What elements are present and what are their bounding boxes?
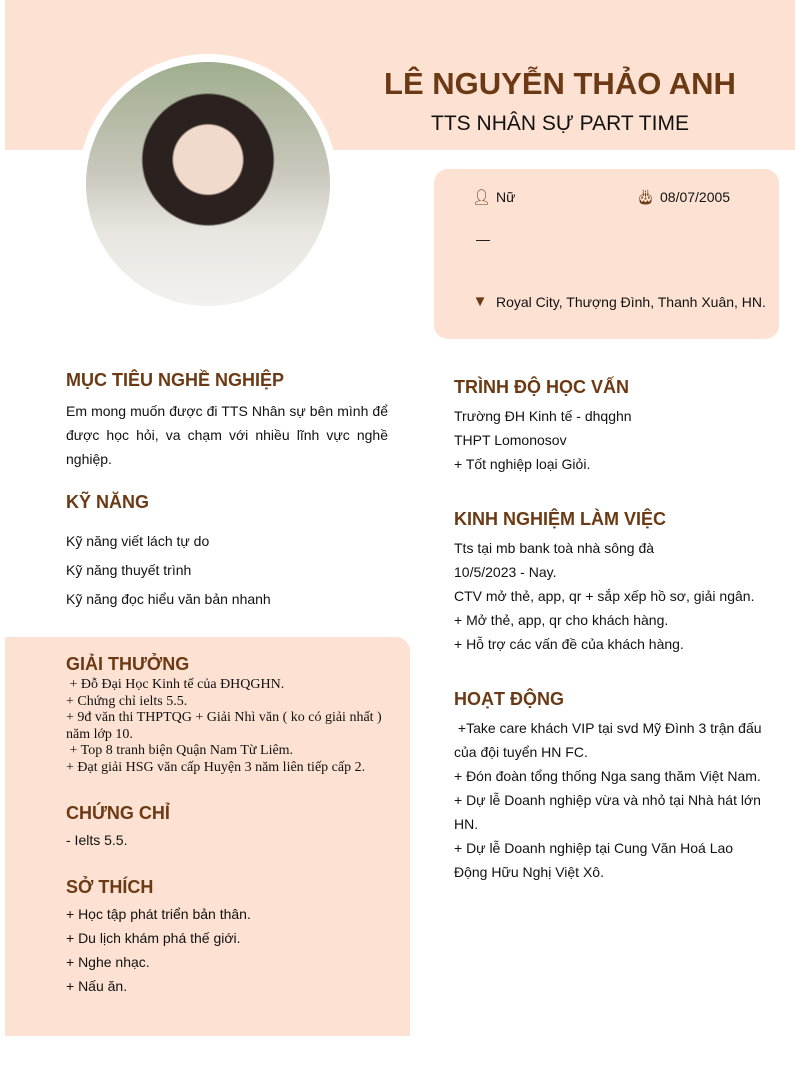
gender-value: Nữ xyxy=(496,189,516,205)
map-pin-icon: ▼ xyxy=(472,293,488,310)
experience-section xyxy=(454,509,774,656)
list-item: + Hỗ trợ các vấn đề của khách hàng. xyxy=(454,636,684,652)
list-item: Kỹ năng đọc hiểu văn bản nhanh xyxy=(66,591,271,607)
list-item: + Nấu ăn. xyxy=(66,978,128,994)
full-name: LÊ NGUYỄN THẢO ANH xyxy=(384,66,736,101)
section-title: GIẢI THƯỞNG xyxy=(66,654,190,674)
section-title: HOẠT ĐỘNG xyxy=(454,689,564,709)
address-value: Royal City, Thượng Đình, Thanh Xuân, HN. xyxy=(496,293,766,310)
section-title: MỤC TIÊU NGHỀ NGHIỆP xyxy=(66,370,285,390)
section-title: KỸ NĂNG xyxy=(66,492,150,512)
section-title: SỞ THÍCH xyxy=(66,877,154,897)
list-item: Trường ĐH Kinh tế - dhqghn xyxy=(454,408,632,424)
objective-section xyxy=(66,370,388,471)
list-item: 10/5/2023 - Nay. xyxy=(454,564,557,580)
list-item: CTV mở thẻ, app, qr + sắp xếp hồ sơ, giải ngân. xyxy=(454,588,755,604)
phone-value: — xyxy=(476,231,490,247)
list-item: + 9đ văn thi THPTQG + Giải Nhì văn ( ko có giải nhất ) năm lớp 10. xyxy=(66,710,382,742)
list-item: + Dự lễ Doanh nghiệp tại Cung Văn Hoá Lao Động Hữu Nghị Việt Xô. xyxy=(454,840,734,880)
list-item: + Mở thẻ, app, qr cho khách hàng. xyxy=(454,612,669,628)
list-item: - Ielts 5.5. xyxy=(66,832,128,848)
list-item: + Du lịch khám phá thế giới. xyxy=(66,930,241,946)
birthday-item xyxy=(636,188,730,206)
address-item xyxy=(472,293,766,310)
phone-item xyxy=(476,231,490,247)
awards-section xyxy=(66,654,396,776)
contact-info-card xyxy=(434,169,779,339)
birthday-value: 08/07/2005 xyxy=(660,189,731,205)
certificates-section xyxy=(66,803,388,852)
user-icon: 👤︎ xyxy=(472,189,492,206)
list-item: + Nghe nhạc. xyxy=(66,954,150,970)
skills-section xyxy=(66,492,388,614)
list-item: + Dự lễ Doanh nghiệp vừa và nhỏ tại Nhà hát lớn HN. xyxy=(454,792,761,832)
section-title: TRÌNH ĐỘ HỌC VẤN xyxy=(454,377,629,397)
section-title: CHỨNG CHỈ xyxy=(66,803,170,823)
list-item: THPT Lomonosov xyxy=(454,432,567,448)
section-title: KINH NGHIỆM LÀM VIỆC xyxy=(454,509,667,529)
birthday-cake-icon: 🎂︎ xyxy=(636,189,656,206)
avatar-photo xyxy=(86,62,330,306)
list-item: + Đón đoàn tổng thống Nga sang thăm Việt Nam. xyxy=(454,768,761,784)
list-item: + Đỗ Đại Học Kinh tế của ĐHQGHN. xyxy=(66,677,285,692)
job-title: TTS NHÂN SỰ PART TIME xyxy=(431,112,689,135)
list-item: + Đạt giải HSG văn cấp Huyện 3 năm liên tiếp cấp 2. xyxy=(66,759,366,775)
hobbies-section xyxy=(66,877,388,998)
list-item: + Chứng chỉ ielts 5.5. xyxy=(66,693,188,709)
activities-section xyxy=(454,689,770,884)
list-item: + Học tập phát triển bản thân. xyxy=(66,906,251,922)
list-item: + Top 8 tranh biện Quận Nam Từ Liêm. xyxy=(66,743,294,758)
objective-text: Em mong muốn được đi TTS Nhân sự bên mình để được học hỏi, va chạm với nhiều lĩnh vực nghề nghiệp. xyxy=(66,403,388,467)
gender-item xyxy=(472,188,515,206)
list-item: Kỹ năng thuyết trình xyxy=(66,562,192,578)
list-item: +Take care khách VIP tại svd Mỹ Đình 3 trận đấu của đội tuyển HN FC. xyxy=(454,720,766,760)
list-item: Kỹ năng viết lách tự do xyxy=(66,533,210,549)
list-item: + Tốt nghiệp loại Giỏi. xyxy=(454,456,591,472)
list-item: Tts tại mb bank toà nhà sông đà xyxy=(454,540,655,556)
education-section xyxy=(454,377,774,476)
